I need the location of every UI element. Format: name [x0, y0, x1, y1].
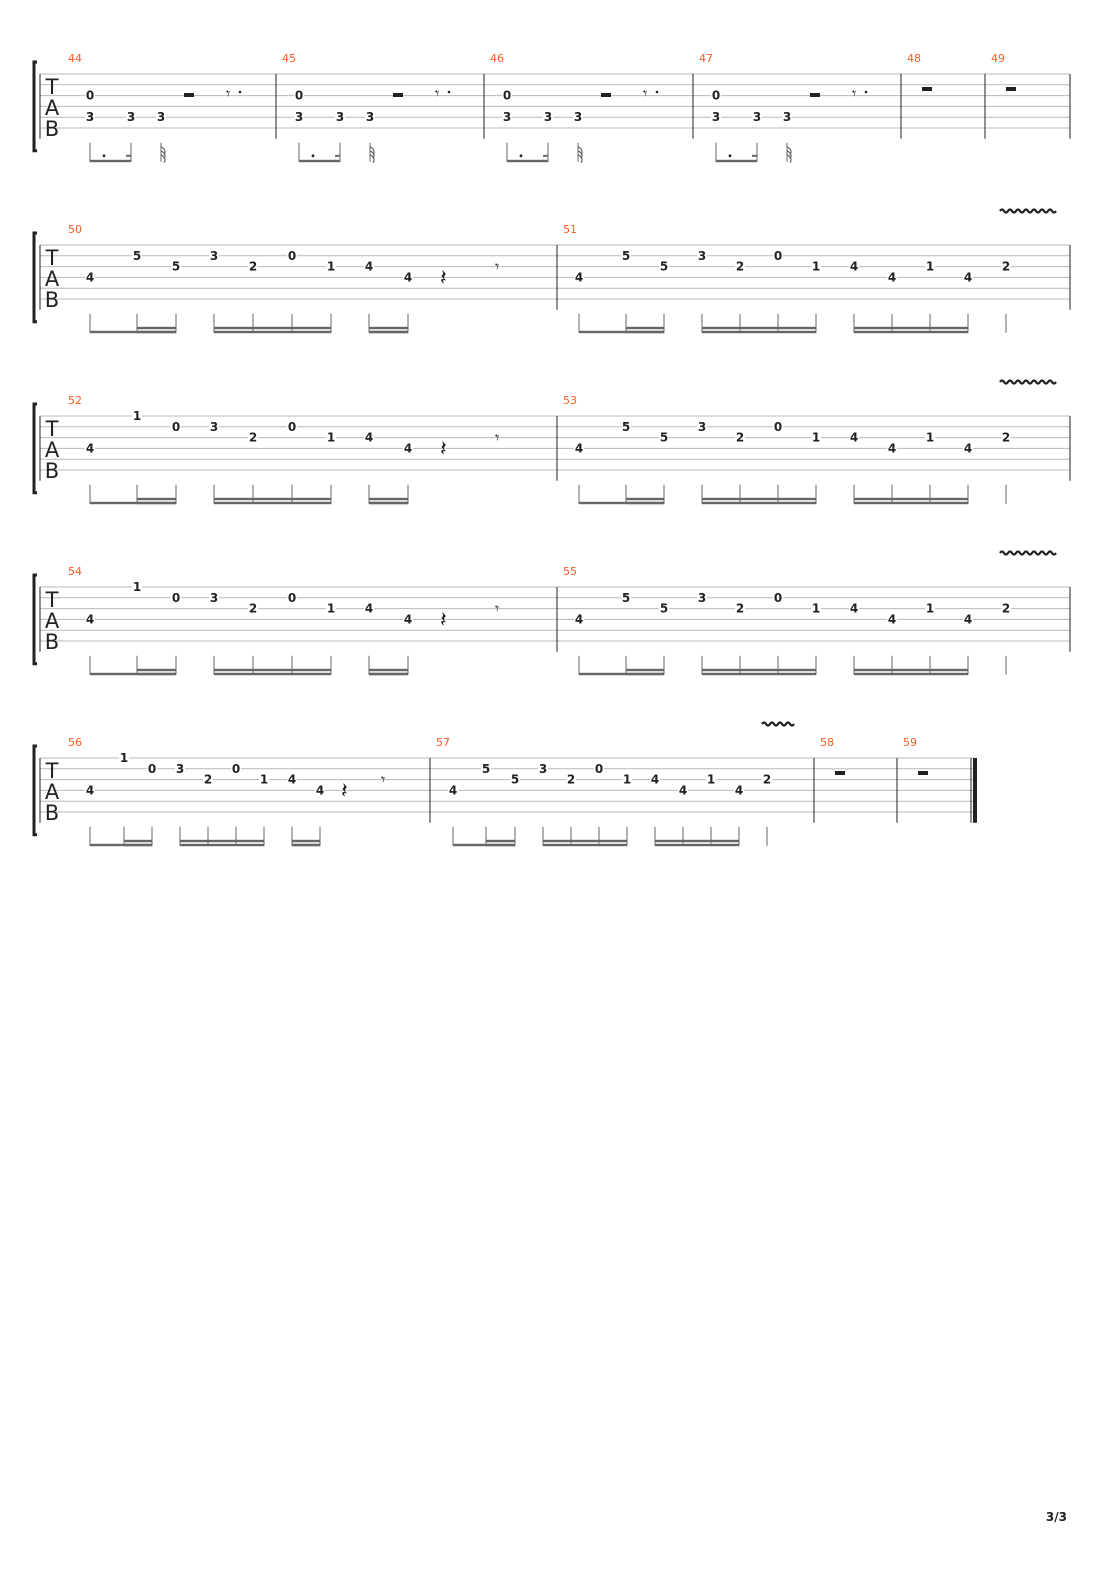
fret-number: 1 — [925, 430, 935, 445]
fret-number: 2 — [1001, 259, 1011, 274]
quarter-rest: 𝄽 — [440, 608, 447, 633]
beam — [626, 502, 664, 504]
beam-secondary — [854, 669, 968, 671]
measure-55 — [563, 565, 1070, 675]
beam — [702, 502, 816, 504]
beam — [124, 844, 152, 846]
tab-clef-letter: B — [44, 459, 60, 483]
measure-number: 54 — [68, 565, 82, 578]
beam — [507, 160, 548, 162]
measure-number: 44 — [68, 52, 82, 65]
fret-number: 4 — [574, 441, 584, 456]
beam — [543, 844, 627, 846]
fret-number: 4 — [887, 612, 897, 627]
beam — [180, 844, 264, 846]
fret-number: 5 — [659, 601, 669, 616]
beam-partial — [126, 155, 131, 157]
whole-rest — [918, 771, 928, 775]
fret-number: 4 — [849, 601, 859, 616]
fret-number: 5 — [659, 430, 669, 445]
fret-number: 0 — [773, 248, 783, 263]
fret-number: 5 — [481, 761, 491, 776]
beam — [716, 160, 757, 162]
beam — [854, 331, 968, 333]
fret-number: 4 — [574, 612, 584, 627]
tab-clef-letter: A — [44, 96, 60, 120]
beam-secondary — [214, 669, 331, 671]
fret-number: 0 — [711, 88, 721, 103]
measure-number: 51 — [563, 223, 577, 236]
eighth-rest: 𝄾 — [495, 257, 500, 276]
fret-number: 4 — [574, 270, 584, 285]
tab-clef-letter: T — [45, 588, 59, 612]
fret-number: 3 — [697, 248, 707, 263]
fret-number: 0 — [502, 88, 512, 103]
measure-number: 45 — [282, 52, 296, 65]
beam — [655, 844, 739, 846]
fret-number: 0 — [147, 761, 157, 776]
beam-partial — [752, 155, 757, 157]
measure-number: 58 — [820, 736, 834, 749]
fret-number: 0 — [171, 419, 181, 434]
beam — [702, 331, 816, 333]
beam — [137, 502, 176, 504]
fret-number: 3 — [85, 110, 95, 125]
fret-number: 4 — [364, 430, 374, 445]
fret-number: 4 — [963, 270, 973, 285]
eighth-rest: 𝄾 — [495, 428, 500, 447]
fret-number: 2 — [248, 259, 258, 274]
fret-number: 3 — [335, 110, 345, 125]
measure-45 — [282, 52, 484, 163]
measure-52 — [68, 394, 557, 504]
fret-number: 3 — [209, 419, 219, 434]
half-rest — [601, 93, 611, 97]
fret-number: 5 — [132, 248, 142, 263]
tab-clef-letter: T — [45, 246, 59, 270]
fret-number: 0 — [773, 590, 783, 605]
fret-number: 3 — [538, 761, 548, 776]
whole-rest — [1006, 87, 1016, 91]
measure-number: 49 — [991, 52, 1005, 65]
beam-secondary — [626, 327, 664, 329]
fret-number: 2 — [735, 259, 745, 274]
beam — [369, 673, 408, 675]
fret-number: 5 — [510, 772, 520, 787]
fret-number: 0 — [287, 248, 297, 263]
fret-number: 1 — [132, 409, 142, 423]
beam — [486, 844, 515, 846]
system-bracket — [34, 404, 37, 493]
beam — [137, 331, 176, 333]
whole-rest — [922, 87, 932, 91]
beam — [137, 673, 176, 675]
tab-clef-letter: A — [44, 609, 60, 633]
fret-number: 0 — [294, 88, 304, 103]
fret-number: 5 — [621, 419, 631, 434]
dot — [729, 154, 732, 157]
measure-number: 47 — [699, 52, 713, 65]
fret-number: 2 — [203, 772, 213, 787]
tab-clef-letter: B — [44, 630, 60, 654]
eighth-rest: 𝄾 — [226, 84, 231, 103]
fret-number: 5 — [171, 259, 181, 274]
measure-51 — [563, 223, 1070, 333]
staff-system — [34, 381, 1070, 505]
quarter-rest: 𝄽 — [440, 266, 447, 291]
beam-secondary — [137, 669, 176, 671]
fret-number: 4 — [403, 612, 413, 627]
fret-number: 2 — [1001, 601, 1011, 616]
measure-number: 53 — [563, 394, 577, 407]
fret-number: 4 — [963, 612, 973, 627]
fret-number: 2 — [248, 601, 258, 616]
fret-number: 4 — [85, 441, 95, 456]
fret-number: 5 — [659, 259, 669, 274]
fret-number: 4 — [315, 783, 325, 798]
system-bracket — [34, 62, 37, 151]
vibrato-marking — [1000, 381, 1056, 384]
measure-57 — [436, 736, 814, 846]
fret-number: 4 — [963, 441, 973, 456]
staff-system — [34, 723, 975, 847]
fret-number: 3 — [365, 110, 375, 125]
fret-number: 3 — [156, 110, 166, 125]
fret-number: 3 — [209, 248, 219, 263]
tab-clef-letter: B — [44, 801, 60, 825]
measure-number: 50 — [68, 223, 82, 236]
beam — [854, 502, 968, 504]
fret-number: 1 — [132, 580, 142, 594]
fret-number: 3 — [175, 761, 185, 776]
beam-secondary — [626, 498, 664, 500]
fret-number: 4 — [364, 601, 374, 616]
fret-number: 2 — [735, 601, 745, 616]
tab-clef-letter: T — [45, 75, 59, 99]
beam — [369, 502, 408, 504]
measure-number: 46 — [490, 52, 504, 65]
tab-clef-letter: B — [44, 117, 60, 141]
fret-number: 0 — [231, 761, 241, 776]
system-bracket — [34, 746, 37, 835]
fret-number: 1 — [119, 751, 129, 765]
fret-number: 3 — [209, 590, 219, 605]
staff-system — [34, 552, 1070, 676]
measure-56 — [68, 736, 430, 846]
fret-number: 2 — [248, 430, 258, 445]
fret-number: 1 — [925, 601, 935, 616]
fret-number: 5 — [621, 248, 631, 263]
system-bracket — [34, 233, 37, 322]
beam-secondary — [124, 840, 152, 842]
fret-number: 3 — [573, 110, 583, 125]
beam-secondary — [292, 840, 320, 842]
fret-number: 4 — [448, 783, 458, 798]
dot — [520, 154, 523, 157]
half-rest — [810, 93, 820, 97]
fret-number: 1 — [925, 259, 935, 274]
fret-number: 0 — [287, 590, 297, 605]
beam-secondary — [486, 840, 515, 842]
staff-system — [34, 52, 1070, 163]
measure-53 — [563, 394, 1070, 504]
tab-clef-letter: T — [45, 759, 59, 783]
eighth-rest: 𝄾 — [381, 770, 386, 789]
beam-secondary — [137, 498, 176, 500]
beam-secondary — [854, 498, 968, 500]
beam — [214, 331, 331, 333]
beam-secondary — [369, 498, 408, 500]
fret-number: 0 — [85, 88, 95, 103]
fret-number: 1 — [706, 772, 716, 787]
tab-clef-letter: A — [44, 267, 60, 291]
measure-44 — [68, 52, 276, 163]
fret-number: 4 — [287, 772, 297, 787]
fret-number: 2 — [566, 772, 576, 787]
fret-number: 2 — [735, 430, 745, 445]
fret-number: 3 — [697, 419, 707, 434]
beam-secondary — [626, 669, 664, 671]
rest-dot — [865, 91, 868, 94]
fret-number: 4 — [734, 783, 744, 798]
beam-secondary — [702, 669, 816, 671]
whole-rest — [835, 771, 845, 775]
fret-number: 1 — [326, 259, 336, 274]
fret-number: 1 — [811, 601, 821, 616]
measure-46 — [490, 52, 693, 163]
eighth-rest: 𝄾 — [852, 84, 857, 103]
beam-secondary — [702, 327, 816, 329]
eighth-rest: 𝄾 — [643, 84, 648, 103]
fret-number: 1 — [622, 772, 632, 787]
page-number: 3/3 — [1045, 1510, 1067, 1524]
fret-number: 3 — [294, 110, 304, 125]
measure-number: 56 — [68, 736, 82, 749]
fret-number: 1 — [259, 772, 269, 787]
beam-partial — [543, 155, 548, 157]
beam — [292, 844, 320, 846]
eighth-rest: 𝄾 — [435, 84, 440, 103]
beam — [854, 673, 968, 675]
tab-clef-letter: A — [44, 780, 60, 804]
beam — [702, 673, 816, 675]
beam-secondary — [369, 669, 408, 671]
beam-secondary — [180, 840, 264, 842]
beam — [214, 502, 331, 504]
beam — [214, 673, 331, 675]
beam — [90, 160, 131, 162]
staff-system — [34, 210, 1070, 334]
fret-number: 3 — [697, 590, 707, 605]
fret-number: 0 — [594, 761, 604, 776]
beam-secondary — [214, 498, 331, 500]
fret-number: 2 — [762, 772, 772, 787]
fret-number: 4 — [403, 441, 413, 456]
quarter-rest: 𝄽 — [341, 779, 348, 804]
fret-number: 3 — [543, 110, 553, 125]
fret-number: 0 — [773, 419, 783, 434]
fret-number: 4 — [364, 259, 374, 274]
fret-number: 1 — [811, 259, 821, 274]
half-rest — [184, 93, 194, 97]
beam-secondary — [369, 327, 408, 329]
measure-50 — [68, 223, 557, 333]
fret-number: 0 — [171, 590, 181, 605]
fret-number: 3 — [782, 110, 792, 125]
eighth-rest: 𝄾 — [495, 599, 500, 618]
measure-47 — [699, 52, 901, 163]
beam-secondary — [137, 327, 176, 329]
rest-dot — [239, 91, 242, 94]
fret-number: 4 — [85, 270, 95, 285]
fret-number: 4 — [887, 270, 897, 285]
measure-54 — [68, 565, 557, 675]
fret-number: 3 — [752, 110, 762, 125]
measure-number: 52 — [68, 394, 82, 407]
beam — [369, 331, 408, 333]
measure-number: 55 — [563, 565, 577, 578]
half-rest — [393, 93, 403, 97]
fret-number: 3 — [502, 110, 512, 125]
tab-clef-letter: A — [44, 438, 60, 462]
vibrato-marking — [1000, 210, 1056, 213]
beam-secondary — [214, 327, 331, 329]
fret-number: 4 — [650, 772, 660, 787]
system-bracket — [34, 575, 37, 664]
quarter-rest: 𝄽 — [440, 437, 447, 462]
fret-number: 4 — [849, 430, 859, 445]
fret-number: 0 — [287, 419, 297, 434]
measure-number: 59 — [903, 736, 917, 749]
dot — [103, 154, 106, 157]
fret-number: 4 — [85, 783, 95, 798]
fret-number: 2 — [1001, 430, 1011, 445]
beam-secondary — [702, 498, 816, 500]
vibrato-marking — [1000, 552, 1056, 555]
fret-number: 1 — [811, 430, 821, 445]
fret-number: 3 — [126, 110, 136, 125]
beam — [626, 673, 664, 675]
measure-number: 57 — [436, 736, 450, 749]
measure-number: 48 — [907, 52, 921, 65]
fret-number: 1 — [326, 601, 336, 616]
beam-secondary — [854, 327, 968, 329]
dot — [312, 154, 315, 157]
fret-number: 5 — [621, 590, 631, 605]
fret-number: 4 — [849, 259, 859, 274]
vibrato-marking — [762, 723, 794, 726]
beam-secondary — [543, 840, 627, 842]
beam-secondary — [655, 840, 739, 842]
fret-number: 4 — [403, 270, 413, 285]
fret-number: 4 — [887, 441, 897, 456]
tab-clef-letter: T — [45, 417, 59, 441]
tab-clef-letter: B — [44, 288, 60, 312]
beam — [299, 160, 340, 162]
beam-partial — [335, 155, 340, 157]
fret-number: 1 — [326, 430, 336, 445]
fret-number: 3 — [711, 110, 721, 125]
fret-number: 4 — [85, 612, 95, 627]
beam — [626, 331, 664, 333]
fret-number: 4 — [678, 783, 688, 798]
rest-dot — [656, 91, 659, 94]
rest-dot — [448, 91, 451, 94]
